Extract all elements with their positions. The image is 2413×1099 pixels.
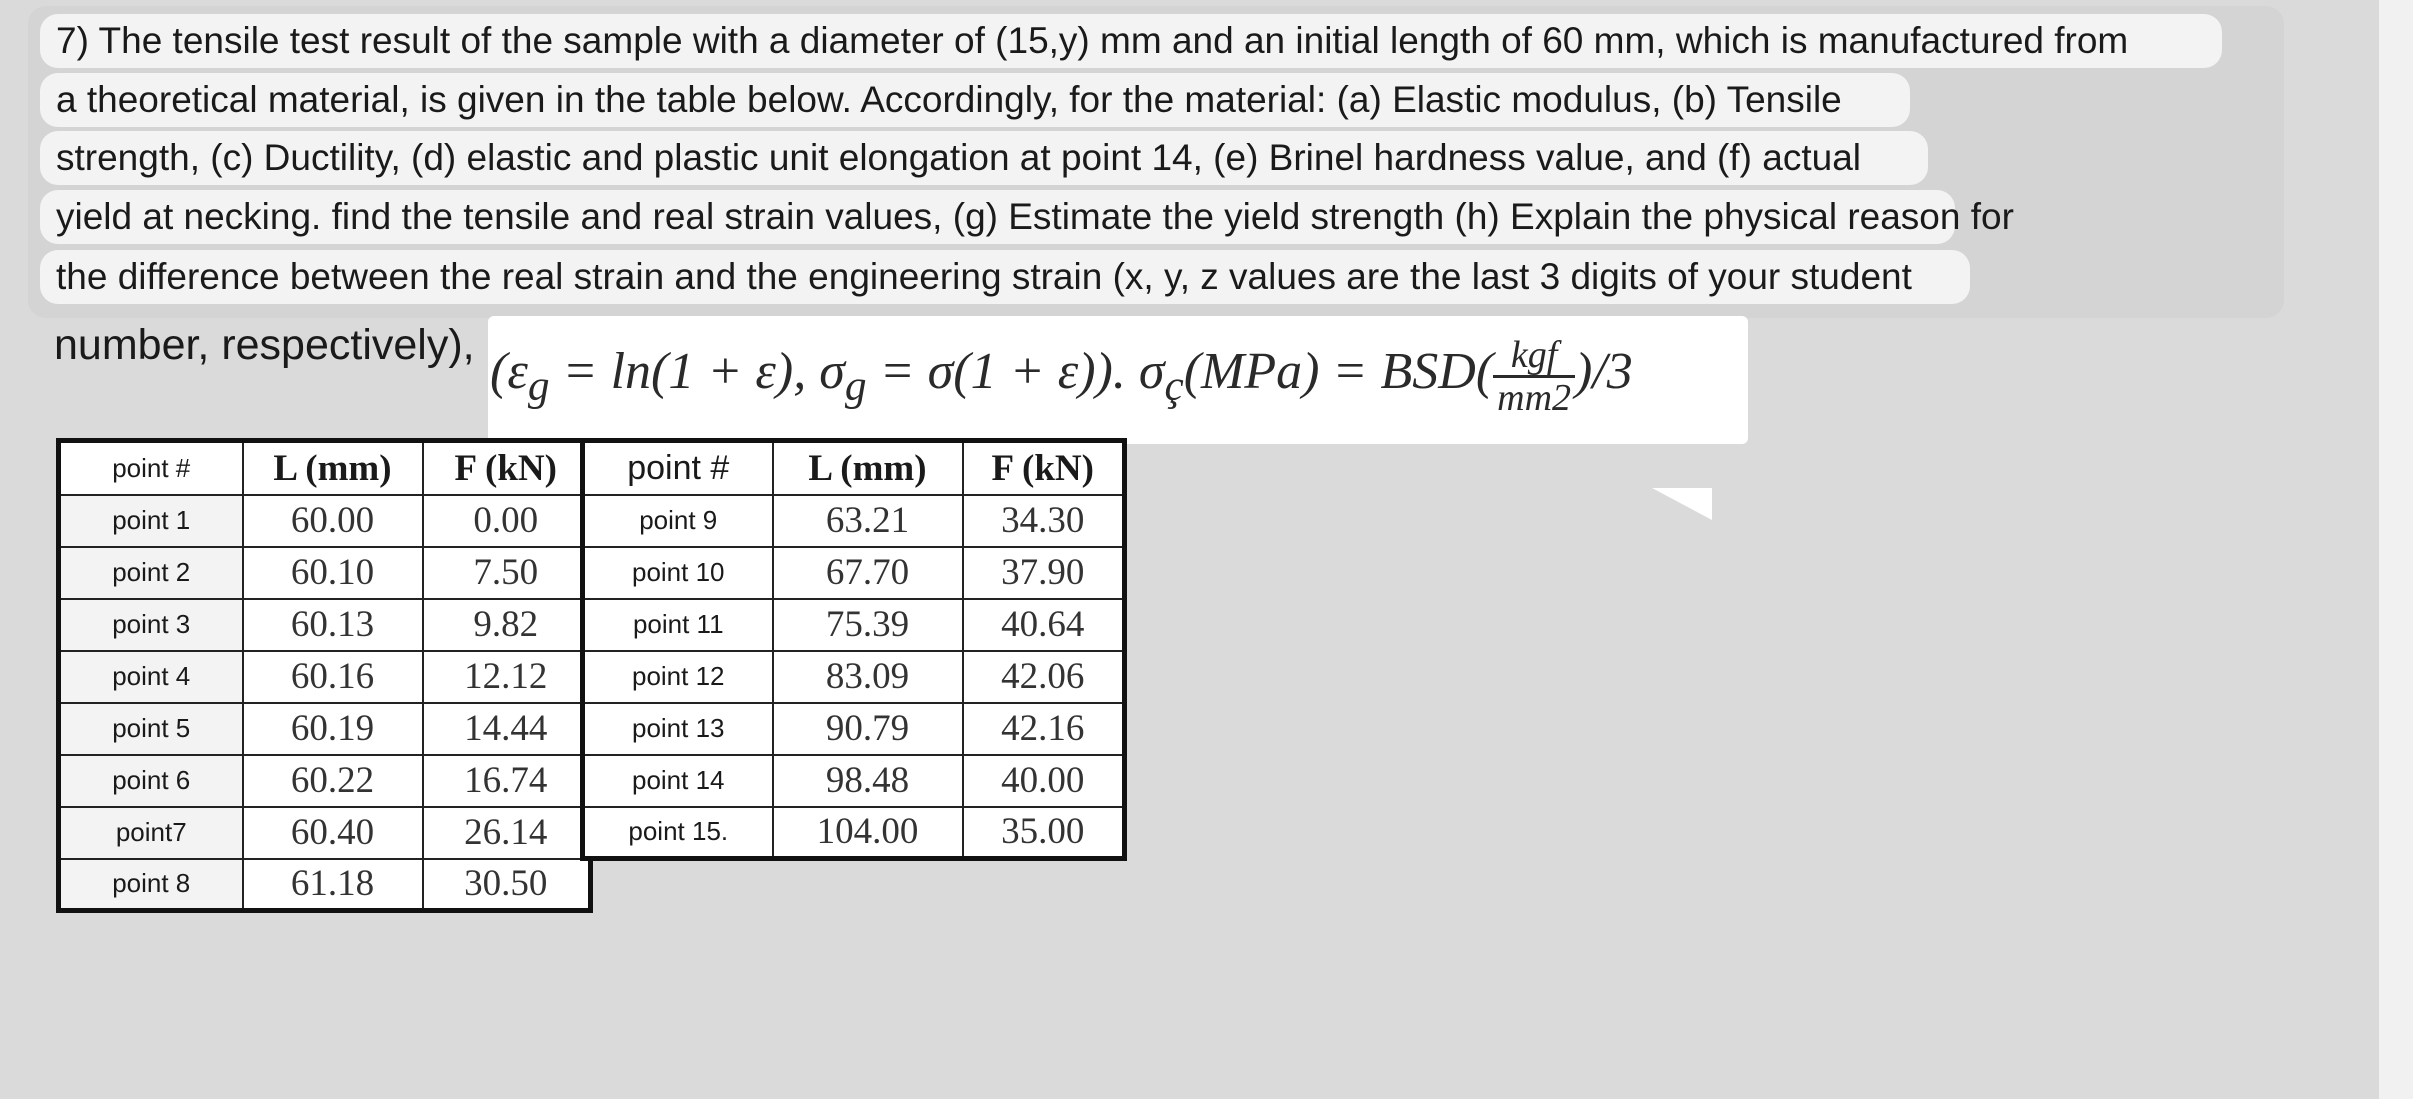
formula-frac-num: kgf <box>1493 335 1575 378</box>
cell-point: point 4 <box>59 651 243 703</box>
cell-point: point 1 <box>59 495 243 547</box>
cell-force: 40.00 <box>963 755 1125 807</box>
table-header-row <box>59 441 591 495</box>
header-point: point # <box>59 441 243 495</box>
cell-point: point 10 <box>583 547 773 599</box>
cell-length: 60.16 <box>243 651 423 703</box>
table-row <box>583 703 1125 755</box>
table-row <box>583 651 1125 703</box>
cell-force: 35.00 <box>963 807 1125 859</box>
problem-line-3: strength, (c) Ductility, (d) elastic and plastic unit elongation at point 14, (e) Brinel hardness value, and (f) actual <box>40 131 1928 185</box>
cell-point: point 14 <box>583 755 773 807</box>
cell-force: 37.90 <box>963 547 1125 599</box>
cell-force: 40.64 <box>963 599 1125 651</box>
cell-length: 61.18 <box>243 859 423 911</box>
cell-point: point 11 <box>583 599 773 651</box>
cell-force: 0.00 <box>423 495 591 547</box>
formula-sub-g1: g <box>527 361 550 410</box>
cell-length: 90.79 <box>773 703 963 755</box>
header-force: F (kN) <box>423 441 591 495</box>
formula-frac-den: mm2 <box>1497 376 1572 419</box>
table-row <box>59 755 591 807</box>
formula-fraction <box>1493 335 1575 418</box>
cell-point: point 6 <box>59 755 243 807</box>
cell-length: 98.48 <box>773 755 963 807</box>
cell-force: 14.44 <box>423 703 591 755</box>
cell-force: 9.82 <box>423 599 591 651</box>
cell-length: 60.13 <box>243 599 423 651</box>
data-table-right <box>580 438 1127 861</box>
data-table-left <box>56 438 593 913</box>
cell-length: 63.21 <box>773 495 963 547</box>
header-point: point # <box>583 441 773 495</box>
cell-force: 30.50 <box>423 859 591 911</box>
cell-force: 26.14 <box>423 807 591 859</box>
table-row <box>59 599 591 651</box>
cell-length: 60.40 <box>243 807 423 859</box>
strain-stress-formula <box>490 322 1633 422</box>
table-header-row <box>583 441 1125 495</box>
cell-length: 75.39 <box>773 599 963 651</box>
cell-length: 60.19 <box>243 703 423 755</box>
cell-point: point 13 <box>583 703 773 755</box>
header-length: L (mm) <box>243 441 423 495</box>
table-row <box>59 495 591 547</box>
problem-line-6: number, respectively), <box>54 321 475 369</box>
problem-line-4: yield at necking. find the tensile and real strain values, (g) Estimate the yield strength (h) Explain the physical reason for <box>40 190 1955 244</box>
right-scroll-strip <box>2379 0 2413 1099</box>
cell-point: point 12 <box>583 651 773 703</box>
formula-part-3: = σ(1 + ε)). σ <box>866 343 1165 400</box>
problem-line-5: the difference between the real strain and the engineering strain (x, y, z values are the last 3 digits of your student <box>40 250 1970 304</box>
cell-length: 60.22 <box>243 755 423 807</box>
cell-length: 67.70 <box>773 547 963 599</box>
cell-length: 83.09 <box>773 651 963 703</box>
cell-force: 42.16 <box>963 703 1125 755</box>
table-row <box>583 755 1125 807</box>
formula-part-2: = ln(1 + ε), σ <box>549 343 845 400</box>
problem-line-1: 7) The tensile test result of the sample with a diameter of (15,y) mm and an initial length of 60 mm, which is manufactured from <box>40 14 2222 68</box>
formula-part-4: (MPa) = BSD( <box>1183 343 1494 400</box>
table-row <box>59 859 591 911</box>
cell-point: point7 <box>59 807 243 859</box>
pointer-shape <box>1652 488 1712 520</box>
table-row <box>583 807 1125 859</box>
cell-point: point 9 <box>583 495 773 547</box>
table-row <box>59 703 591 755</box>
table-row <box>583 547 1125 599</box>
header-force: F (kN) <box>963 441 1125 495</box>
cell-force: 16.74 <box>423 755 591 807</box>
cell-length: 104.00 <box>773 807 963 859</box>
cell-point: point 15. <box>583 807 773 859</box>
cell-force: 42.06 <box>963 651 1125 703</box>
table-row <box>59 547 591 599</box>
cell-force: 7.50 <box>423 547 591 599</box>
table-row <box>583 599 1125 651</box>
cell-point: point 3 <box>59 599 243 651</box>
formula-part-5: )/3 <box>1575 343 1633 400</box>
table-row <box>59 807 591 859</box>
formula-sub-c: ç <box>1164 361 1184 410</box>
cell-force: 12.12 <box>423 651 591 703</box>
problem-line-2: a theoretical material, is given in the table below. Accordingly, for the material: (a) Elastic modulus, (b) Tensile <box>40 73 1910 127</box>
cell-force: 34.30 <box>963 495 1125 547</box>
cell-length: 60.00 <box>243 495 423 547</box>
table-row <box>583 495 1125 547</box>
cell-point: point 5 <box>59 703 243 755</box>
formula-sub-g2: g <box>844 361 867 410</box>
formula-part-1: (ε <box>490 343 528 400</box>
cell-point: point 8 <box>59 859 243 911</box>
header-length: L (mm) <box>773 441 963 495</box>
cell-point: point 2 <box>59 547 243 599</box>
table-row <box>59 651 591 703</box>
cell-length: 60.10 <box>243 547 423 599</box>
